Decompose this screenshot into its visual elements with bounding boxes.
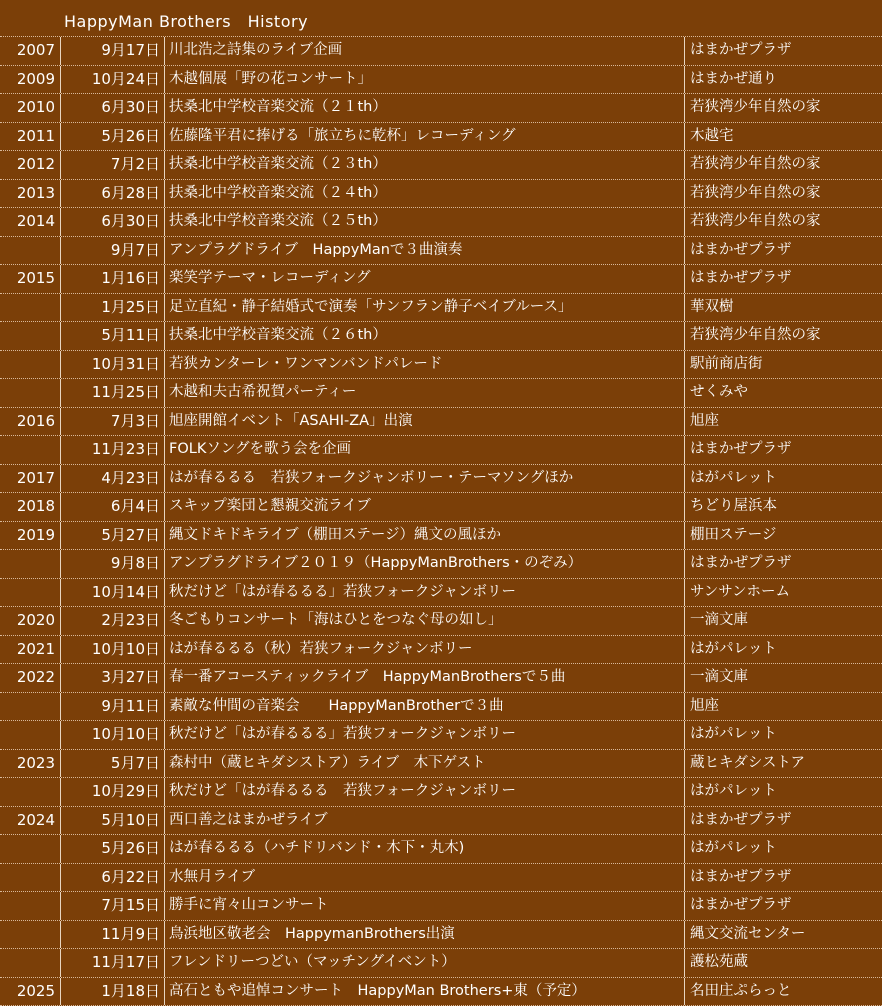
table-row — [0, 237, 882, 266]
event-cell: FOLKソングを歌う会を企画 — [165, 436, 685, 464]
year-cell — [0, 693, 61, 721]
table-row — [0, 123, 882, 152]
event-cell: 勝手に宵々山コンサート — [165, 892, 685, 920]
year-cell: 2011 — [0, 123, 61, 151]
date-cell: 9月8日 — [61, 550, 165, 578]
table-row — [0, 351, 882, 380]
venue-cell: 若狭湾少年自然の家 — [685, 94, 882, 122]
year-cell: 2024 — [0, 807, 61, 835]
venue-cell: 蔵ヒキダシストア — [685, 750, 882, 778]
table-row — [0, 550, 882, 579]
date-cell: 10月10日 — [61, 721, 165, 749]
event-cell: 佐藤隆平君に捧げる「旅立ちに乾杯」レコーディング — [165, 123, 685, 151]
year-cell: 2014 — [0, 208, 61, 236]
table-row — [0, 579, 882, 608]
venue-cell: はまかぜプラザ — [685, 37, 882, 65]
event-cell: 縄文ドキドキライブ（棚田ステージ）縄文の風ほか — [165, 522, 685, 550]
venue-cell: 縄文交流センター — [685, 921, 882, 949]
date-cell: 6月30日 — [61, 208, 165, 236]
year-cell: 2018 — [0, 493, 61, 521]
table-row — [0, 180, 882, 209]
event-cell: はが春るるる（秋）若狭フォークジャンボリー — [165, 636, 685, 664]
date-cell: 5月11日 — [61, 322, 165, 350]
venue-cell: 名田庄ぷらっと — [685, 978, 882, 1006]
table-row — [0, 265, 882, 294]
date-cell: 9月7日 — [61, 237, 165, 265]
date-cell: 5月26日 — [61, 835, 165, 863]
venue-cell: はまかぜプラザ — [685, 807, 882, 835]
venue-cell: 若狭湾少年自然の家 — [685, 180, 882, 208]
table-row — [0, 522, 882, 551]
year-cell — [0, 237, 61, 265]
year-cell: 2016 — [0, 408, 61, 436]
year-cell — [0, 351, 61, 379]
event-cell: フレンドリーつどい（マッチングイベント） — [165, 949, 685, 977]
event-cell: 春一番アコースティックライブ HappyManBrothersで５曲 — [165, 664, 685, 692]
venue-cell: はがパレット — [685, 721, 882, 749]
event-cell: 扶桑北中学校音楽交流（２１th） — [165, 94, 685, 122]
table-row — [0, 949, 882, 978]
table-row — [0, 408, 882, 437]
date-cell: 10月14日 — [61, 579, 165, 607]
event-cell: 川北浩之詩集のライブ企画 — [165, 37, 685, 65]
venue-cell: 駅前商店街 — [685, 351, 882, 379]
table-row — [0, 636, 882, 665]
venue-cell: はまかぜプラザ — [685, 864, 882, 892]
event-cell: 秋だけど「はが春るるる 若狭フォークジャンボリー — [165, 778, 685, 806]
table-row — [0, 721, 882, 750]
title-row — [0, 0, 882, 37]
year-cell: 2009 — [0, 66, 61, 94]
year-cell: 2023 — [0, 750, 61, 778]
venue-cell: はまかぜプラザ — [685, 237, 882, 265]
venue-cell: 若狭湾少年自然の家 — [685, 208, 882, 236]
table-row — [0, 436, 882, 465]
event-cell: 森村中（蔵ヒキダシストア）ライブ 木下ゲスト — [165, 750, 685, 778]
date-cell: 1月25日 — [61, 294, 165, 322]
event-cell: 秋だけど「はが春るるる」若狭フォークジャンボリー — [165, 579, 685, 607]
venue-cell: 旭座 — [685, 408, 882, 436]
event-cell: 高石ともや追悼コンサート HappyMan Brothers+東（予定） — [165, 978, 685, 1006]
year-cell: 2025 — [0, 978, 61, 1006]
date-cell: 11月9日 — [61, 921, 165, 949]
date-cell: 1月16日 — [61, 265, 165, 293]
date-cell: 6月22日 — [61, 864, 165, 892]
year-cell — [0, 949, 61, 977]
year-cell: 2013 — [0, 180, 61, 208]
year-cell — [0, 379, 61, 407]
year-cell: 2020 — [0, 607, 61, 635]
table-row — [0, 151, 882, 180]
venue-cell: はがパレット — [685, 835, 882, 863]
venue-cell: 一滴文庫 — [685, 664, 882, 692]
venue-cell: はがパレット — [685, 778, 882, 806]
venue-cell: 護松苑蔵 — [685, 949, 882, 977]
year-cell — [0, 921, 61, 949]
date-cell: 5月10日 — [61, 807, 165, 835]
date-cell: 6月30日 — [61, 94, 165, 122]
date-cell: 6月28日 — [61, 180, 165, 208]
date-cell: 1月18日 — [61, 978, 165, 1006]
year-cell — [0, 294, 61, 322]
event-cell: 旭座開館イベント「ASAHI-ZA」出演 — [165, 408, 685, 436]
year-cell — [0, 550, 61, 578]
date-cell: 7月15日 — [61, 892, 165, 920]
event-cell: 素敵な仲間の音楽会 HappyManBrotherで３曲 — [165, 693, 685, 721]
event-cell: 扶桑北中学校音楽交流（２４th） — [165, 180, 685, 208]
date-cell: 10月10日 — [61, 636, 165, 664]
date-cell: 11月25日 — [61, 379, 165, 407]
date-cell: 7月3日 — [61, 408, 165, 436]
venue-cell: 木越宅 — [685, 123, 882, 151]
year-cell — [0, 721, 61, 749]
year-cell: 2007 — [0, 37, 61, 65]
venue-cell: 華双樹 — [685, 294, 882, 322]
event-cell: 水無月ライブ — [165, 864, 685, 892]
venue-cell: はまかぜプラザ — [685, 892, 882, 920]
event-cell: アンプラグドライブ HappyManで３曲演奏 — [165, 237, 685, 265]
sheet-title: HappyMan Brothers History — [64, 9, 308, 32]
date-cell: 6月4日 — [61, 493, 165, 521]
venue-cell: 若狭湾少年自然の家 — [685, 322, 882, 350]
date-cell: 5月27日 — [61, 522, 165, 550]
venue-cell: 棚田ステージ — [685, 522, 882, 550]
table-row — [0, 294, 882, 323]
event-cell: はが春るるる 若狭フォークジャンボリー・テーマソングほか — [165, 465, 685, 493]
year-cell — [0, 835, 61, 863]
table-row — [0, 94, 882, 123]
year-cell — [0, 864, 61, 892]
venue-cell: 若狭湾少年自然の家 — [685, 151, 882, 179]
table-row — [0, 835, 882, 864]
year-cell — [0, 322, 61, 350]
table-row — [0, 322, 882, 351]
event-cell: 扶桑北中学校音楽交流（２３th） — [165, 151, 685, 179]
year-cell: 2022 — [0, 664, 61, 692]
year-cell — [0, 892, 61, 920]
venue-cell: せくみや — [685, 379, 882, 407]
event-cell: 冬ごもりコンサート「海はひとをつなぐ母の如し」 — [165, 607, 685, 635]
venue-cell: 旭座 — [685, 693, 882, 721]
date-cell: 10月24日 — [61, 66, 165, 94]
date-cell: 11月17日 — [61, 949, 165, 977]
table-row — [0, 208, 882, 237]
year-cell: 2021 — [0, 636, 61, 664]
table-row — [0, 37, 882, 66]
date-cell: 5月26日 — [61, 123, 165, 151]
year-cell — [0, 778, 61, 806]
event-cell: 秋だけど「はが春るるる」若狭フォークジャンボリー — [165, 721, 685, 749]
date-cell: 3月27日 — [61, 664, 165, 692]
year-cell: 2015 — [0, 265, 61, 293]
table-row — [0, 750, 882, 779]
event-cell: 扶桑北中学校音楽交流（２５th） — [165, 208, 685, 236]
venue-cell: はまかぜプラザ — [685, 436, 882, 464]
event-cell: 木越個展「野の花コンサート」 — [165, 66, 685, 94]
table-row — [0, 493, 882, 522]
year-cell — [0, 579, 61, 607]
table-row — [0, 807, 882, 836]
table-row — [0, 921, 882, 950]
event-cell: 鳥浜地区敬老会 HappymanBrothers出演 — [165, 921, 685, 949]
table-row — [0, 693, 882, 722]
table-row — [0, 465, 882, 494]
venue-cell: サンサンホーム — [685, 579, 882, 607]
history-table — [0, 37, 882, 1006]
event-cell: 若狭カンターレ・ワンマンバンドパレード — [165, 351, 685, 379]
event-cell: 西口善之はまかぜライブ — [165, 807, 685, 835]
date-cell: 10月29日 — [61, 778, 165, 806]
event-cell: はが春るるる（ハチドリバンド・木下・丸木) — [165, 835, 685, 863]
date-cell: 10月31日 — [61, 351, 165, 379]
venue-cell: はまかぜプラザ — [685, 550, 882, 578]
venue-cell: はがパレット — [685, 636, 882, 664]
event-cell: スキップ楽団と懇親交流ライブ — [165, 493, 685, 521]
table-row — [0, 778, 882, 807]
venue-cell: はまかぜ通り — [685, 66, 882, 94]
event-cell: 木越和夫古希祝賀パーティー — [165, 379, 685, 407]
date-cell: 7月2日 — [61, 151, 165, 179]
table-row — [0, 379, 882, 408]
year-cell: 2012 — [0, 151, 61, 179]
year-cell: 2019 — [0, 522, 61, 550]
date-cell: 4月23日 — [61, 465, 165, 493]
event-cell: 楽笑学テーマ・レコーディング — [165, 265, 685, 293]
date-cell: 9月11日 — [61, 693, 165, 721]
event-cell: 扶桑北中学校音楽交流（２６th） — [165, 322, 685, 350]
table-row — [0, 664, 882, 693]
table-row — [0, 607, 882, 636]
date-cell: 11月23日 — [61, 436, 165, 464]
venue-cell: ちどり屋浜本 — [685, 493, 882, 521]
table-row — [0, 864, 882, 893]
year-cell: 2010 — [0, 94, 61, 122]
table-row — [0, 892, 882, 921]
event-cell: アンプラグドライブ２０１９（HappyManBrothers・のぞみ） — [165, 550, 685, 578]
date-cell: 5月7日 — [61, 750, 165, 778]
venue-cell: 一滴文庫 — [685, 607, 882, 635]
year-cell: 2017 — [0, 465, 61, 493]
table-row — [0, 66, 882, 95]
venue-cell: はがパレット — [685, 465, 882, 493]
table-row — [0, 978, 882, 1006]
event-cell: 足立直紀・静子結婚式で演奏「サンフラン静子ベイブルース」 — [165, 294, 685, 322]
date-cell: 2月23日 — [61, 607, 165, 635]
year-cell — [0, 436, 61, 464]
date-cell: 9月17日 — [61, 37, 165, 65]
venue-cell: はまかぜプラザ — [685, 265, 882, 293]
